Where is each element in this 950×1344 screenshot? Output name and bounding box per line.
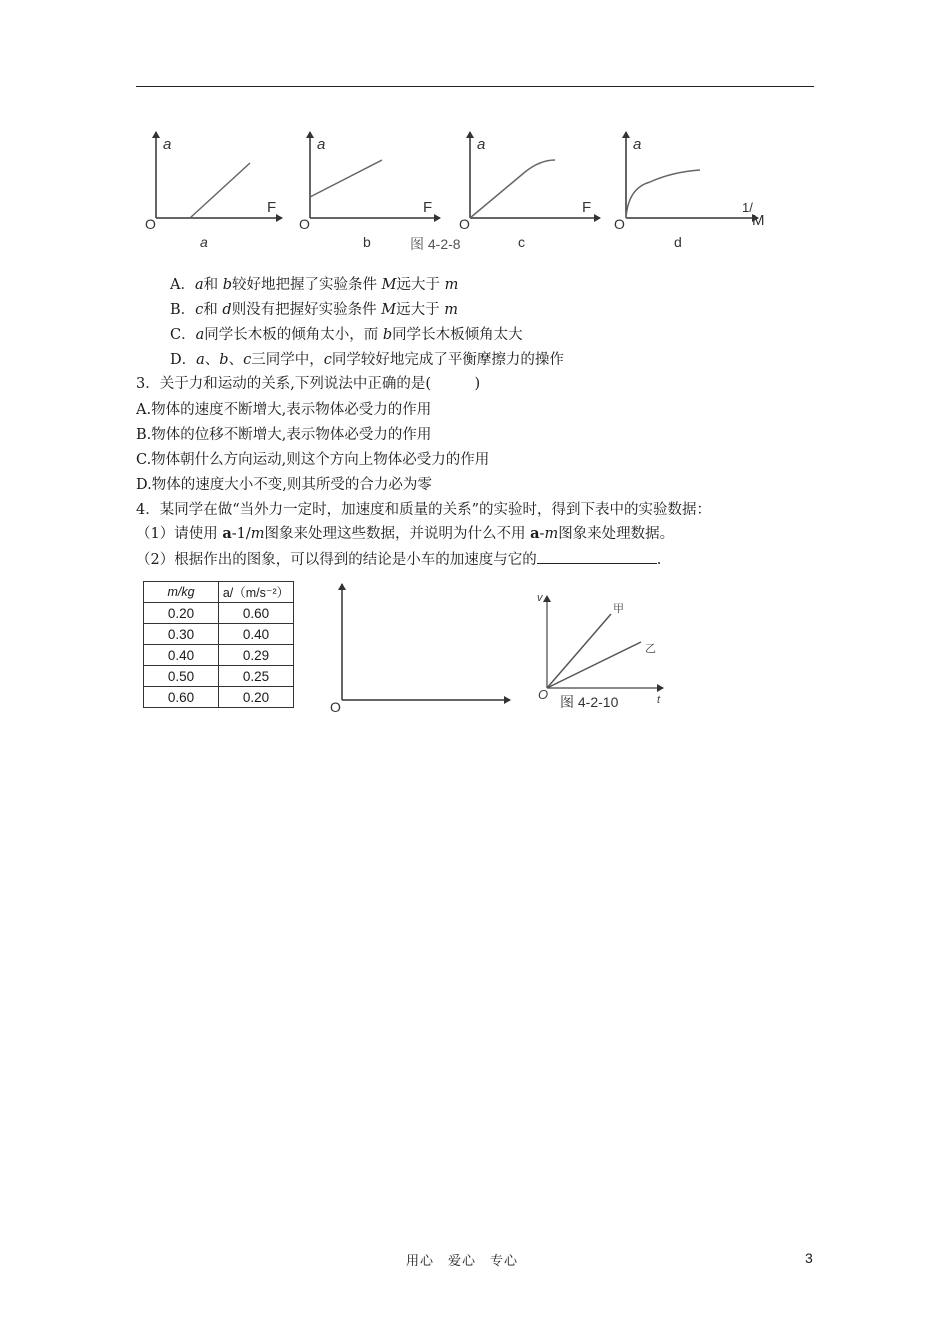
q2-option-d: D．a、b、c三同学中，c同学较好地完成了平衡摩擦力的操作 xyxy=(170,352,564,368)
graph-c-curve xyxy=(470,160,555,218)
q4-stem: 4．某同学在做“当外力一定时，加速度和质量的关系”的实验时，得到下表中的实验数据： xyxy=(136,502,712,518)
table-cell: 0.60 xyxy=(144,687,219,708)
q2-option-b: B．c和 d则没有把握好实验条件 M远大于 m xyxy=(170,302,459,318)
graph-d-curve xyxy=(626,170,700,218)
figure-4-2-8-caption: 图 4-2-8 xyxy=(410,236,461,252)
line-jia xyxy=(547,614,611,688)
table-cell: 0.25 xyxy=(219,666,294,687)
footer-motto: 用心 爱心 专心 xyxy=(406,1254,519,1269)
table-cell: 0.40 xyxy=(144,645,219,666)
table-header-acceleration: a/（m/s⁻²） xyxy=(219,582,294,603)
graph-d-xlabel-num: 1/ xyxy=(742,200,753,215)
table-cell: 0.20 xyxy=(144,603,219,624)
answer-blank xyxy=(537,549,657,564)
table-cell: 0.29 xyxy=(219,645,294,666)
line-yi xyxy=(547,642,641,688)
fig-4-2-10-ylabel: v xyxy=(537,592,543,604)
figure-4-2-8 xyxy=(0,0,950,270)
graph-d-xlabel-den: M xyxy=(752,212,765,229)
fig-4-2-10-caption: 图 4-2-10 xyxy=(560,694,619,710)
blank-axes xyxy=(330,584,510,715)
graph-a-origin: O xyxy=(145,216,156,232)
table-cell: 0.30 xyxy=(144,624,219,645)
graph-a-line xyxy=(190,163,250,218)
graph-a-xlabel: F xyxy=(267,199,277,216)
table-cell: 0.20 xyxy=(219,687,294,708)
table-cell: 0.50 xyxy=(144,666,219,687)
graph-d xyxy=(614,132,765,250)
graph-b-origin: O xyxy=(299,216,310,232)
q4-part-1: （1）请使用 a-1/m图象来处理这些数据，并说明为什么不用 a-m图象来处理数据。 xyxy=(136,525,675,542)
q4-part-2: （2）根据作出的图象，可以得到的结论是小车的加速度与它的 . xyxy=(136,549,661,570)
graph-b-ylabel: a xyxy=(317,136,326,153)
lower-figures xyxy=(0,570,950,730)
graph-b-line xyxy=(310,160,382,197)
fig-4-2-10-xlabel: t xyxy=(657,694,661,706)
fig-4-2-10-origin: O xyxy=(538,687,549,702)
page-number: 3 xyxy=(805,1250,813,1266)
graph-d-ylabel: a xyxy=(633,136,642,153)
graph-b-panel-label: b xyxy=(363,234,371,250)
graph-c-ylabel: a xyxy=(477,136,486,153)
q2-option-a: A．a和 b较好地把握了实验条件 M远大于 m xyxy=(170,277,459,293)
graph-a xyxy=(145,132,282,250)
graph-c-origin: O xyxy=(459,216,470,232)
graph-c-panel-label: c xyxy=(518,234,525,250)
q2-option-c: C．a同学长木板的倾角太小，而 b同学长木板倾角太大 xyxy=(170,327,523,343)
blank-axes-origin: O xyxy=(330,699,341,715)
q3-option-a: A.物体的速度不断增大,表示物体必受力的作用 xyxy=(136,402,432,418)
table-cell: 0.60 xyxy=(219,603,294,624)
graph-d-origin: O xyxy=(614,216,625,232)
graph-a-panel-label: a xyxy=(200,234,208,250)
label-jia: 甲 xyxy=(613,603,624,615)
table-header-mass: m/kg xyxy=(144,582,219,603)
label-yi: 乙 xyxy=(645,643,656,655)
q3-option-c: C.物体朝什么方向运动,则这个方向上物体必受力的作用 xyxy=(136,452,490,468)
table-cell: 0.40 xyxy=(219,624,294,645)
q3-stem: 3．关于力和运动的关系,下列说法中正确的是( ) xyxy=(136,376,481,392)
graph-b-xlabel: F xyxy=(423,199,433,216)
q3-option-d: D.物体的速度大小不变,则其所受的合力必为零 xyxy=(136,477,432,493)
graph-a-ylabel: a xyxy=(163,136,172,153)
graph-c-xlabel: F xyxy=(582,199,592,216)
figure-4-2-10 xyxy=(537,592,663,710)
graph-d-panel-label: d xyxy=(674,234,682,250)
graph-c xyxy=(459,132,600,250)
graph-b xyxy=(299,132,440,250)
q3-option-b: B.物体的位移不断增大,表示物体必受力的作用 xyxy=(136,427,432,443)
